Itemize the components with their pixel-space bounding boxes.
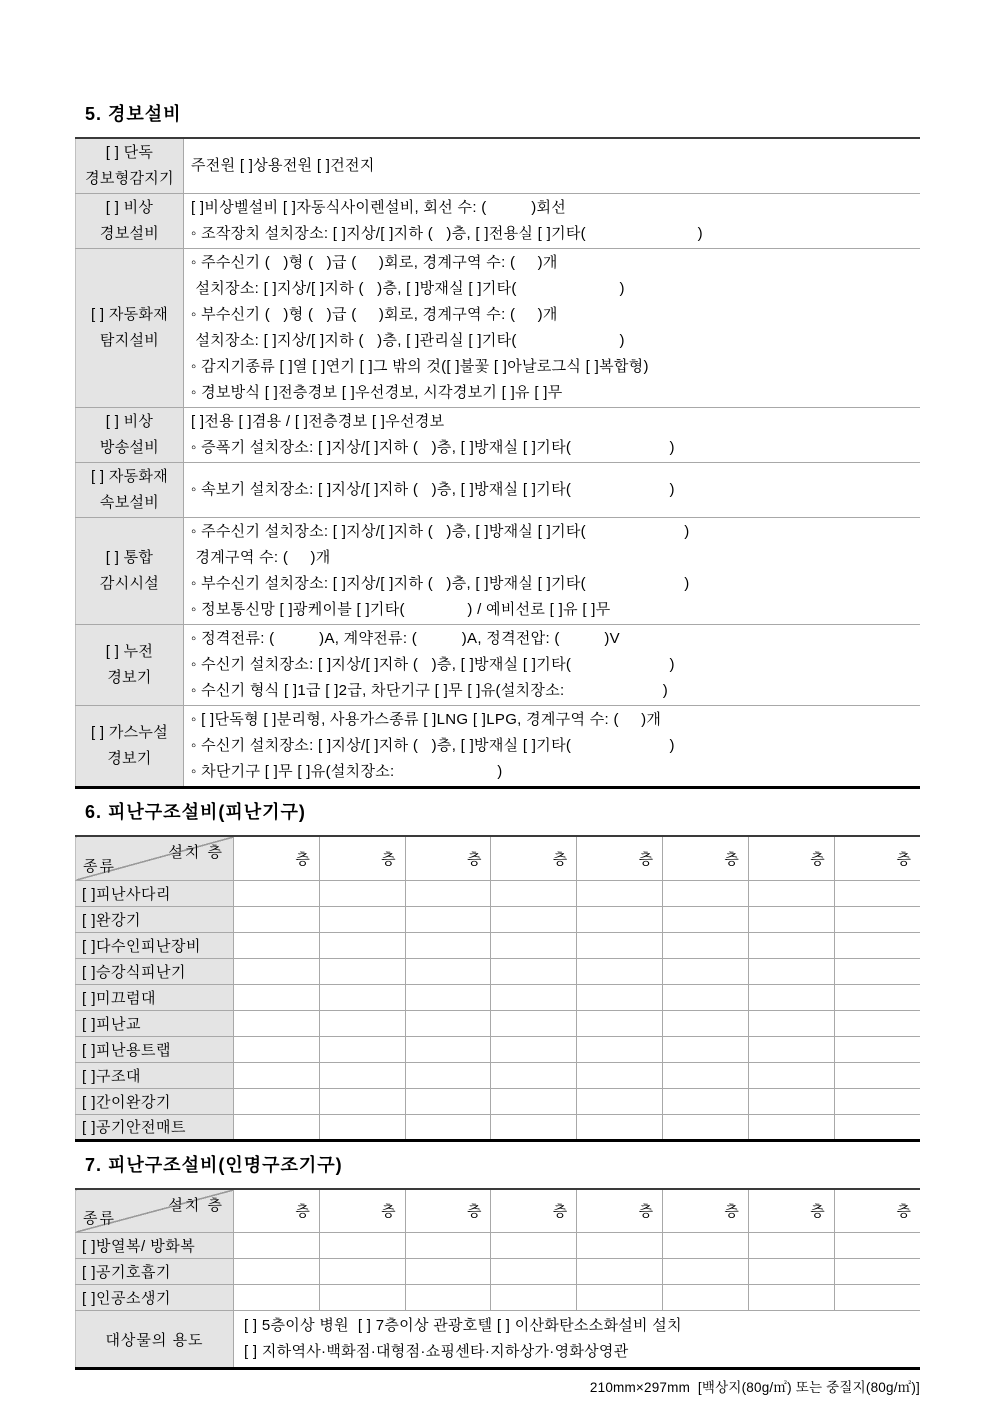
alarm-row-label-line: [ ] 비상 [105,413,154,430]
alarm-row-label-line: 경보기 [107,669,152,686]
floor-header-cell: 층 [663,1189,749,1233]
floor-cell [663,906,749,932]
floor-header-cell: 층 [491,1189,577,1233]
alarm-equipment-table [75,137,920,789]
floor-cell [234,1285,320,1311]
floor-cell [834,1259,920,1285]
alarm-row [76,518,921,625]
floor-cell [577,1259,663,1285]
alarm-row-label-line: [ ] 자동화재 [90,306,169,323]
floor-cell [663,932,749,958]
floor-cell [663,1062,749,1088]
floor-cell [577,958,663,984]
floor-cell [319,1088,405,1114]
alarm-row-label-line: [ ] 누전 [105,643,154,660]
equipment-row [76,1010,921,1036]
alarm-row-content [184,408,921,463]
floor-cell [491,1285,577,1311]
alarm-row-label-line: 경보기 [107,750,152,767]
floor-cell [577,932,663,958]
usage-line: [ ] 지하역사·백화점·대형점·쇼핑센타·지하상가·영화상영관 [244,1343,629,1360]
floor-cell [319,1233,405,1259]
floor-header-cell: 층 [834,1189,920,1233]
alarm-row-label [76,249,184,408]
alarm-row-label [76,463,184,518]
floor-cell [748,1233,834,1259]
equipment-label-cell: [ ]미끄럼대 [76,984,234,1010]
floor-cell [748,1259,834,1285]
floor-cell [748,932,834,958]
rescue-table-body [76,1189,921,1369]
alarm-row-content [184,194,921,249]
floor-cell [663,1233,749,1259]
equipment-row [76,1285,921,1311]
floor-cell [234,1036,320,1062]
floor-cell [834,958,920,984]
alarm-row-content-line: [ ]비상벨설비 [ ]자동식사이렌설비, 회선 수: ( )회선 [191,199,567,216]
floor-cell [234,906,320,932]
floor-cell [748,1114,834,1140]
floor-cell [663,958,749,984]
floor-cell [234,984,320,1010]
alarm-row [76,408,921,463]
floor-cell [834,906,920,932]
floor-cell [748,1010,834,1036]
floor-cell [491,984,577,1010]
equipment-row [76,932,921,958]
floor-cell [663,880,749,906]
alarm-row-label-line: [ ] 비상 [105,199,154,216]
equipment-label-cell: [ ]방열복/ 방화복 [76,1233,234,1259]
floor-cell [834,1036,920,1062]
equipment-row [76,906,921,932]
floor-cell [834,1062,920,1088]
alarm-row-label-line: 방송설비 [99,439,160,456]
alarm-row-content-line: ◦ 주수신기 설치장소: [ ]지상/[ ]지하 ( )층, [ ]방재실 [ ]기타( ) [191,523,690,540]
floor-header-cell: 층 [491,836,577,880]
alarm-row [76,625,921,706]
equipment-label-cell: [ ]구조대 [76,1062,234,1088]
equipment-row [76,1088,921,1114]
equipment-label-cell: [ ]완강기 [76,906,234,932]
floor-cell [834,1114,920,1140]
floor-cell [748,1088,834,1114]
floor-cell [405,880,491,906]
alarm-row-content-line: ◦ 주수신기 ( )형 ( )급 ( )회로, 경계구역 수: ( )개 [191,254,558,271]
floor-cell [491,1062,577,1088]
floor-header-cell: 층 [577,836,663,880]
alarm-row-content [184,138,921,194]
floor-cell [491,932,577,958]
floor-header-cell: 층 [319,836,405,880]
floor-cell [834,1233,920,1259]
page-footer: 210mm×297mm [백상지(80g/㎡) 또는 중질지(80g/㎡)] [589,1380,920,1395]
floor-cell [663,1114,749,1140]
floor-cell [577,1036,663,1062]
alarm-row-content-line: ◦ 부수신기 ( )형 ( )급 ( )회로, 경계구역 수: ( )개 [191,306,558,323]
alarm-row-label-line: 감시시설 [99,575,160,592]
evacuation-apparatus-table [75,835,920,1142]
alarm-row-content-line: [ ]전용 [ ]겸용 / [ ]전층경보 [ ]우선경보 [191,413,445,430]
alarm-row-content [184,249,921,408]
floor-cell [234,1114,320,1140]
floor-header-cell: 층 [319,1189,405,1233]
alarm-row-label-line: [ ] 통합 [105,549,154,566]
floor-header-cell: 층 [234,1189,320,1233]
floor-cell [405,958,491,984]
floor-cell [319,1010,405,1036]
floor-cell [234,880,320,906]
alarm-row-content-line: ◦ [ ]단독형 [ ]분리형, 사용가스종류 [ ]LNG [ ]LPG, 경계구역 수: ( )개 [191,711,662,728]
section5-title: 5. 경보설비 [85,104,182,124]
floor-cell [405,1088,491,1114]
usage-row [76,1311,921,1369]
alarm-row-label [76,408,184,463]
alarm-row-content-line: ◦ 수신기 설치장소: [ ]지상/[ ]지하 ( )층, [ ]방재실 [ ]기타( ) [191,656,675,673]
floor-cell [405,1259,491,1285]
floor-cell [234,932,320,958]
equipment-row [76,880,921,906]
alarm-row-content-line: ◦ 속보기 설치장소: [ ]지상/[ ]지하 ( )층, [ ]방재실 [ ]기타( ) [191,481,675,498]
floor-cell [491,958,577,984]
floor-cell [319,1259,405,1285]
alarm-row [76,706,921,788]
usage-content-cell [234,1311,921,1369]
life-rescue-table [75,1188,920,1371]
alarm-row [76,249,921,408]
alarm-row-content [184,518,921,625]
floor-cell [834,880,920,906]
corner-cell [76,836,234,880]
floor-cell [577,1233,663,1259]
floor-cell [748,880,834,906]
floor-cell [663,1010,749,1036]
floor-cell [577,984,663,1010]
equipment-row [76,958,921,984]
floor-header-cell: 층 [663,836,749,880]
floor-cell [234,1259,320,1285]
section6-title: 6. 피난구조설비(피난기구) [85,802,306,822]
floor-cell [577,1114,663,1140]
floor-cell [319,1285,405,1311]
alarm-row-label [76,194,184,249]
floor-cell [491,1088,577,1114]
floor-cell [663,1259,749,1285]
floor-header-cell: 층 [748,836,834,880]
floor-cell [748,984,834,1010]
floor-cell [834,1285,920,1311]
floor-header-cell: 층 [748,1189,834,1233]
alarm-row-content-line: ◦ 수신기 설치장소: [ ]지상/[ ]지하 ( )층, [ ]방재실 [ ]기타( ) [191,737,675,754]
alarm-row-content-line: 주전원 [ ]상용전원 [ ]건전지 [191,157,375,174]
alarm-row-label-line: [ ] 가스누설 [90,724,169,741]
section7-title: 7. 피난구조설비(인명구조기구) [85,1154,343,1175]
floor-cell [663,984,749,1010]
alarm-row [76,138,921,194]
alarm-row-content-line: ◦ 정보통신망 [ ]광케이블 [ ]기타( ) / 예비선로 [ ]유 [ ]무 [191,601,611,618]
equipment-row [76,1062,921,1088]
floor-cell [234,1062,320,1088]
alarm-row-label [76,706,184,788]
floor-cell [491,1010,577,1036]
equipment-label-cell: [ ]피난용트랩 [76,1036,234,1062]
floor-cell [491,880,577,906]
floor-cell [834,1088,920,1114]
alarm-row-content-line: ◦ 감지기종류 [ ]열 [ ]연기 [ ]그 밖의 것([ ]불꽃 [ ]아날로그식 [ ]복합형) [191,358,649,375]
equipment-row [76,1036,921,1062]
floor-cell [663,1285,749,1311]
alarm-row-content [184,706,921,788]
floor-cell [319,880,405,906]
floor-cell [748,958,834,984]
floor-cell [834,932,920,958]
corner-bottom-label: 종류 [83,1210,116,1227]
grid-header-row [76,836,921,880]
floor-cell [319,1036,405,1062]
equipment-label-cell: [ ]공기안전매트 [76,1114,234,1140]
floor-cell [577,906,663,932]
alarm-row-content-line: ◦ 경보방식 [ ]전층경보 [ ]우선경보, 시각경보기 [ ]유 [ ]무 [191,384,563,401]
alarm-row-label-line: [ ] 단독 [105,144,154,161]
alarm-row-content-line: ◦ 수신기 형식 [ ]1급 [ ]2급, 차단기구 [ ]무 [ ]유(설치장소: ) [191,682,669,699]
alarm-table-body [76,138,921,788]
equipment-row [76,1233,921,1259]
floor-cell [491,1259,577,1285]
floor-cell [834,984,920,1010]
equipment-row [76,1259,921,1285]
floor-cell [491,1036,577,1062]
equipment-label-cell: [ ]승강식피난기 [76,958,234,984]
equipment-label-cell: [ ]피난교 [76,1010,234,1036]
floor-cell [405,1010,491,1036]
floor-cell [234,958,320,984]
floor-cell [405,984,491,1010]
corner-bottom-label: 종류 [83,857,116,875]
floor-cell [319,906,405,932]
alarm-row-label-line: 탐지설비 [99,332,160,349]
floor-cell [405,1285,491,1311]
floor-cell [319,984,405,1010]
floor-cell [405,1114,491,1140]
floor-cell [405,1062,491,1088]
alarm-row-label-line: 경보설비 [99,225,160,242]
floor-cell [577,1062,663,1088]
floor-cell [577,880,663,906]
alarm-row-content [184,625,921,706]
floor-cell [748,906,834,932]
alarm-row-content-line: ◦ 조작장치 설치장소: [ ]지상/[ ]지하 ( )층, [ ]전용실 [ ]기타( ) [191,225,703,242]
alarm-row-content-line: ◦ 증폭기 설치장소: [ ]지상/[ ]지하 ( )층, [ ]방재실 [ ]기타( ) [191,439,675,456]
alarm-row [76,463,921,518]
floor-cell [491,906,577,932]
floor-cell [577,1285,663,1311]
floor-cell [491,1233,577,1259]
corner-top-label: 설치 층 [168,844,224,861]
alarm-row-label [76,518,184,625]
floor-cell [405,932,491,958]
floor-cell [405,1036,491,1062]
floor-cell [319,1114,405,1140]
alarm-row-label-line: 경보형감지기 [85,170,174,187]
grid-header-row [76,1189,921,1233]
equipment-row [76,1114,921,1140]
equipment-label-cell: [ ]다수인피난장비 [76,932,234,958]
alarm-row-content-line: ◦ 부수신기 설치장소: [ ]지상/[ ]지하 ( )층, [ ]방재실 [ ]기타( ) [191,575,690,592]
floor-cell [234,1233,320,1259]
equipment-label-cell: [ ]공기호흡기 [76,1259,234,1285]
floor-header-cell: 층 [405,836,491,880]
floor-header-cell: 층 [577,1189,663,1233]
floor-cell [319,958,405,984]
alarm-row-label-line: 속보설비 [99,494,160,511]
floor-cell [405,906,491,932]
alarm-row-content [184,463,921,518]
floor-cell [234,1010,320,1036]
alarm-row [76,194,921,249]
floor-cell [834,1010,920,1036]
floor-cell [319,1062,405,1088]
alarm-row-content-line: 설치장소: [ ]지상/[ ]지하 ( )층, [ ]방재실 [ ]기타( ) [191,280,625,297]
floor-cell [491,1114,577,1140]
floor-cell [748,1285,834,1311]
floor-cell [748,1036,834,1062]
usage-label-cell: 대상물의 용도 [76,1311,234,1369]
floor-cell [577,1010,663,1036]
floor-cell [748,1062,834,1088]
alarm-row-label [76,625,184,706]
floor-header-cell: 층 [405,1189,491,1233]
usage-line: [ ] 5층이상 병원 [ ] 7층이상 관광호텔 [ ] 이산화탄소소화설비 설치 [244,1317,682,1334]
alarm-row-label-line: [ ] 자동화재 [90,468,169,485]
equipment-row [76,984,921,1010]
evac-table-body [76,836,921,1140]
floor-cell [577,1088,663,1114]
equipment-label-cell: [ ]인공소생기 [76,1285,234,1311]
floor-cell [319,932,405,958]
alarm-row-content-line: 설치장소: [ ]지상/[ ]지하 ( )층, [ ]관리실 [ ]기타( ) [191,332,625,349]
floor-cell [663,1036,749,1062]
corner-cell [76,1189,234,1233]
corner-top-label: 설치 층 [168,1196,224,1214]
alarm-row-content-line: 경계구역 수: ( )개 [191,549,331,566]
floor-cell [405,1233,491,1259]
alarm-row-content-line: ◦ 차단기구 [ ]무 [ ]유(설치장소: ) [191,763,503,780]
alarm-row-label [76,138,184,194]
alarm-row-content-line: ◦ 정격전류: ( )A, 계약전류: ( )A, 정격전압: ( )V [191,630,620,647]
floor-header-cell: 층 [834,836,920,880]
equipment-label-cell: [ ]간이완강기 [76,1088,234,1114]
floor-header-cell: 층 [234,836,320,880]
floor-cell [663,1088,749,1114]
equipment-label-cell: [ ]피난사다리 [76,880,234,906]
floor-cell [234,1088,320,1114]
